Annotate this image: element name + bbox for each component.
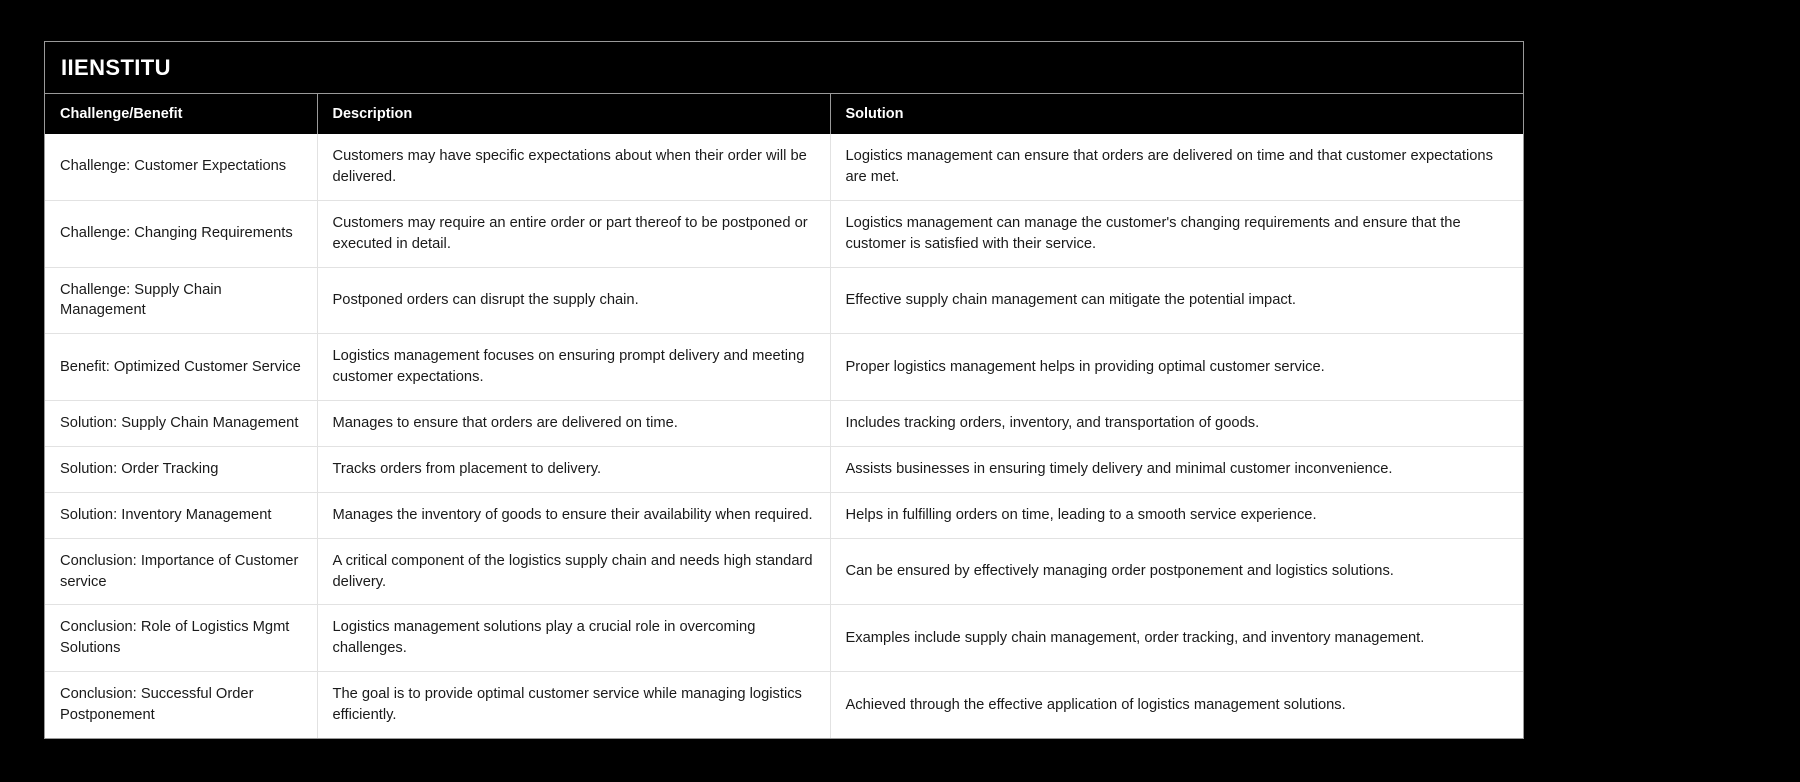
cell-description: Manages the inventory of goods to ensure their availability when required. bbox=[317, 492, 830, 538]
cell-solution: Logistics management can manage the customer's changing requirements and ensure that the customer is satisfied with their service. bbox=[830, 200, 1523, 267]
cell-solution: Includes tracking orders, inventory, and transportation of goods. bbox=[830, 401, 1523, 447]
cell-challenge-benefit: Conclusion: Importance of Customer service bbox=[45, 538, 317, 605]
table-row bbox=[45, 492, 1523, 538]
table-row bbox=[45, 446, 1523, 492]
cell-solution: Examples include supply chain management, order tracking, and inventory management. bbox=[830, 605, 1523, 672]
table-row bbox=[45, 605, 1523, 672]
cell-solution: Proper logistics management helps in providing optimal customer service. bbox=[830, 334, 1523, 401]
cell-challenge-benefit: Solution: Order Tracking bbox=[45, 446, 317, 492]
table-head bbox=[45, 94, 1523, 134]
cell-description: Logistics management focuses on ensuring prompt delivery and meeting customer expectations. bbox=[317, 334, 830, 401]
table-row bbox=[45, 334, 1523, 401]
cell-challenge-benefit: Solution: Supply Chain Management bbox=[45, 401, 317, 447]
column-header-description: Description bbox=[317, 94, 830, 134]
cell-challenge-benefit: Challenge: Changing Requirements bbox=[45, 200, 317, 267]
cell-description: Postponed orders can disrupt the supply chain. bbox=[317, 267, 830, 334]
cell-challenge-benefit: Challenge: Supply Chain Management bbox=[45, 267, 317, 334]
cell-solution: Helps in fulfilling orders on time, leading to a smooth service experience. bbox=[830, 492, 1523, 538]
cell-challenge-benefit: Conclusion: Role of Logistics Mgmt Solutions bbox=[45, 605, 317, 672]
brand-title: IIENSTITU bbox=[61, 54, 171, 80]
table-header-row bbox=[45, 94, 1523, 134]
table-row bbox=[45, 134, 1523, 200]
cell-solution: Achieved through the effective application of logistics management solutions. bbox=[830, 672, 1523, 738]
table-row bbox=[45, 401, 1523, 447]
cell-description: Customers may require an entire order or part thereof to be postponed or executed in detail. bbox=[317, 200, 830, 267]
cell-description: The goal is to provide optimal customer service while managing logistics efficiently. bbox=[317, 672, 830, 738]
cell-challenge-benefit: Conclusion: Successful Order Postponement bbox=[45, 672, 317, 738]
table-body bbox=[45, 134, 1523, 738]
table-row bbox=[45, 672, 1523, 738]
table-card bbox=[44, 41, 1524, 739]
table-row bbox=[45, 538, 1523, 605]
brand-header bbox=[45, 42, 1523, 94]
cell-description: A critical component of the logistics supply chain and needs high standard delivery. bbox=[317, 538, 830, 605]
table-row bbox=[45, 200, 1523, 267]
cell-description: Logistics management solutions play a crucial role in overcoming challenges. bbox=[317, 605, 830, 672]
logistics-table bbox=[45, 94, 1523, 738]
column-header-solution: Solution bbox=[830, 94, 1523, 134]
cell-solution: Effective supply chain management can mitigate the potential impact. bbox=[830, 267, 1523, 334]
cell-description: Customers may have specific expectations about when their order will be delivered. bbox=[317, 134, 830, 200]
column-header-challenge-benefit: Challenge/Benefit bbox=[45, 94, 317, 134]
cell-challenge-benefit: Challenge: Customer Expectations bbox=[45, 134, 317, 200]
cell-description: Tracks orders from placement to delivery. bbox=[317, 446, 830, 492]
cell-solution: Assists businesses in ensuring timely delivery and minimal customer inconvenience. bbox=[830, 446, 1523, 492]
cell-solution: Can be ensured by effectively managing order postponement and logistics solutions. bbox=[830, 538, 1523, 605]
cell-description: Manages to ensure that orders are delivered on time. bbox=[317, 401, 830, 447]
table-row bbox=[45, 267, 1523, 334]
cell-challenge-benefit: Benefit: Optimized Customer Service bbox=[45, 334, 317, 401]
cell-solution: Logistics management can ensure that orders are delivered on time and that customer expectations are met. bbox=[830, 134, 1523, 200]
cell-challenge-benefit: Solution: Inventory Management bbox=[45, 492, 317, 538]
